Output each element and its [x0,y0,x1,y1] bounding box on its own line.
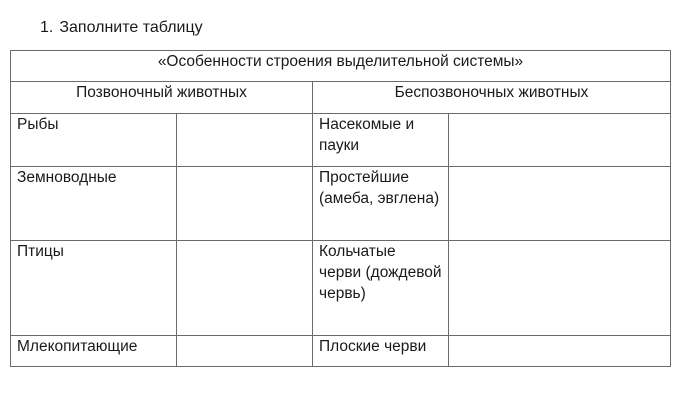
table-row [11,241,671,336]
invertebrate-label: Простейшие (амеба, эвглена) [313,167,449,241]
task-heading [40,18,203,38]
invertebrate-label: Кольчатые черви (дождевой червь) [313,241,449,336]
vertebrate-answer-cell[interactable] [177,241,313,336]
table-title: «Особенности строения выделительной системы» [11,51,671,82]
task-number: 1. [40,19,54,36]
table-row [11,336,671,367]
table-row [11,167,671,241]
vertebrate-label: Рыбы [11,114,177,167]
vertebrate-label: Птицы [11,241,177,336]
excretory-system-table [10,50,671,367]
invertebrate-label: Плоские черви [313,336,449,367]
invertebrate-answer-cell[interactable] [449,167,671,241]
invertebrate-answer-cell[interactable] [449,241,671,336]
invertebrate-label: Насекомые и пауки [313,114,449,167]
table-header-row [11,82,671,114]
header-vertebrates: Позвоночный животных [11,82,313,114]
task-text: Заполните таблицу [59,19,203,36]
vertebrate-answer-cell[interactable] [177,336,313,367]
invertebrate-answer-cell[interactable] [449,336,671,367]
vertebrate-answer-cell[interactable] [177,114,313,167]
invertebrate-answer-cell[interactable] [449,114,671,167]
table-row [11,114,671,167]
vertebrate-label: Земноводные [11,167,177,241]
vertebrate-label: Млекопитающие [11,336,177,367]
vertebrate-answer-cell[interactable] [177,167,313,241]
header-invertebrates: Беспозвоночных животных [313,82,671,114]
table-title-row [11,51,671,82]
